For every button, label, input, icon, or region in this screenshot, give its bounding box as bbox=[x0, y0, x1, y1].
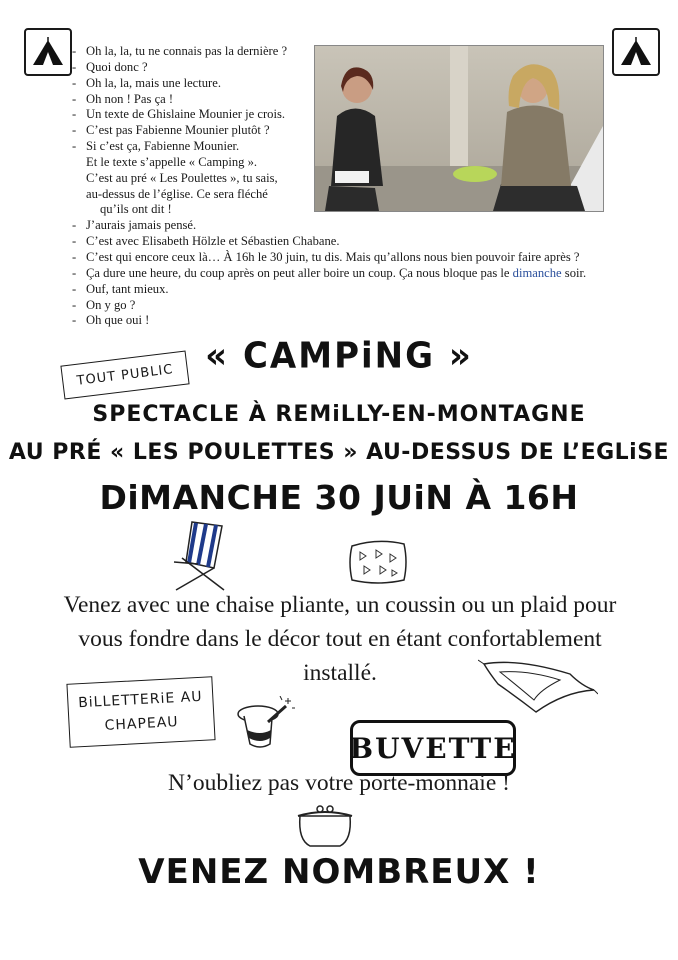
magic-carpet-icon bbox=[478, 656, 598, 721]
dialogue-line: - On y go ? bbox=[72, 298, 632, 314]
show-title: « CAMPiNG » bbox=[205, 335, 473, 377]
tent-icon bbox=[30, 37, 66, 67]
dialogue-text: Ça dure une heure, du coup après on peut aller boire un coup. Ça nous bloque pas le bbox=[86, 265, 510, 280]
dialogue-continuation: qu’ils ont dit ! bbox=[100, 202, 172, 217]
billetterie-line-1: BiLLETTERiE AU bbox=[77, 688, 203, 712]
folding-chair-icon bbox=[170, 518, 230, 599]
buvette-label: BUVETTE bbox=[349, 731, 517, 765]
show-subtitle-place: AU PRÉ « LES POULETTES » AU-DESSUS DE L’EGLiSE bbox=[8, 440, 670, 465]
dialogue-text: soir. bbox=[564, 265, 587, 280]
dialogue-line: - J’aurais jamais pensé. bbox=[72, 218, 632, 234]
dialogue-continuation: C’est au pré « Les Poulettes », tu sais, bbox=[86, 170, 278, 185]
purse-reminder-text: N’oubliez pas votre porte-monnaie ! bbox=[168, 770, 510, 796]
show-date: DiMANCHE 30 JUiN À 16H bbox=[99, 478, 579, 517]
performers-photo bbox=[314, 45, 604, 212]
tout-public-label: TOUT PUBLIC bbox=[60, 350, 189, 399]
billetterie-line-2: CHAPEAU bbox=[104, 714, 179, 734]
dialogue-line: - C’est avec Elisabeth Hölzle et Sébastien Chabane. bbox=[72, 234, 632, 250]
buvette-sign bbox=[350, 720, 516, 776]
dialogue-line: - Oh que oui ! bbox=[72, 313, 632, 329]
cushion-icon bbox=[346, 536, 410, 593]
dialogue-line: - Ouf, tant mieux. bbox=[72, 282, 632, 298]
dialogue-line: - Oh la, la, tu ne connais pas la dernière ? bbox=[72, 44, 632, 60]
top-hat-wand-icon bbox=[234, 696, 296, 757]
dialogue-line: - Oh la, la, mais une lecture. bbox=[72, 76, 632, 92]
billetterie-label bbox=[66, 676, 215, 748]
dialogue-line bbox=[72, 266, 632, 282]
dialogue-line: - Quoi donc ? bbox=[72, 60, 632, 76]
dialogue-continuation: Et le texte s’appelle « Camping ». bbox=[86, 154, 258, 169]
dialogue-line: - Si c’est ça, Fabienne Mounier. bbox=[72, 139, 632, 155]
instructions-text: Venez avec une chaise pliante, un coussin ou un plaid pour vous fondre dans le décor tout en étant confortablement installé. bbox=[63, 592, 617, 686]
dialogue-line: - Un texte de Ghislaine Mounier je crois. bbox=[72, 107, 632, 123]
dialogue-line: - C’est qui encore ceux là… À 16h le 30 juin, tu dis. Mais qu’allons nous bien pouvoir faire après ? bbox=[72, 250, 632, 266]
dialogue-continuation: au-dessus de l’église. Ce sera fléché bbox=[86, 186, 268, 201]
tent-icon-left bbox=[24, 28, 72, 76]
dialogue-line: - Oh non ! Pas ça ! bbox=[72, 92, 632, 108]
purse-icon bbox=[292, 800, 358, 855]
dialogue-line: - C’est pas Fabienne Mounier plutôt ? bbox=[72, 123, 632, 139]
show-subtitle-location: SPECTACLE À REMiLLY-EN-MONTAGNE bbox=[92, 402, 586, 427]
final-call: VENEZ NOMBREUX ! bbox=[138, 852, 540, 892]
dimanche-link[interactable]: dimanche bbox=[512, 265, 562, 280]
